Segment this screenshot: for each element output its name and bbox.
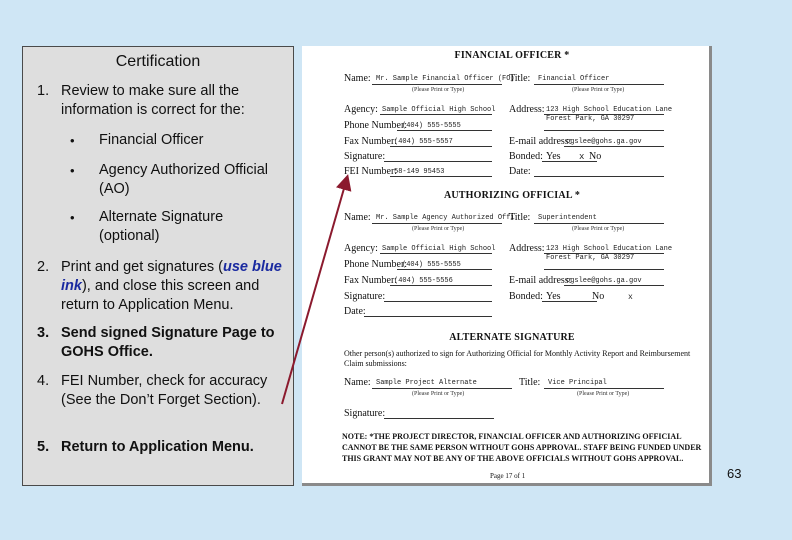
- bullet-text: Alternate Signature (optional): [99, 209, 224, 244]
- ao-phone-value: (404) 555-5555: [402, 261, 461, 269]
- step-number: 5.: [37, 439, 50, 455]
- fo-bonded-yes: Yes: [546, 151, 561, 162]
- ao-agency-label: Agency:: [344, 243, 378, 254]
- alt-title-value: Vice Principal: [548, 379, 607, 387]
- bullet-icon: •: [70, 133, 75, 148]
- alt-signature-label: Signature:: [344, 408, 386, 419]
- fo-title-value: Financial Officer: [538, 75, 610, 83]
- fo-name-caption: (Please Print or Type): [412, 87, 465, 93]
- alternate-signature-heading: ALTERNATE SIGNATURE: [449, 332, 575, 343]
- bullet-text: Financial Officer: [99, 132, 204, 148]
- alt-title-label: Title:: [519, 377, 541, 388]
- ao-date-label: Date:: [344, 306, 366, 317]
- authorizing-official-heading: AUTHORIZING OFFICIAL *: [443, 190, 581, 201]
- ao-title-value: Superintendent: [538, 214, 597, 222]
- slide-number: 63: [727, 466, 742, 481]
- bullet-icon: •: [70, 210, 75, 225]
- ao-fax-label: Fax Number:: [344, 275, 398, 286]
- ao-name-caption: (Please Print or Type): [412, 226, 465, 232]
- ao-signature-label: Signature:: [344, 291, 386, 302]
- step-text: FEI Number, check for accuracy (See the Don’t Forget Section).: [61, 373, 268, 408]
- step-text: Return to Application Menu.: [61, 439, 254, 455]
- ao-bonded-label: Bonded:: [509, 291, 543, 302]
- blue-ink-highlight: use blue ink: [61, 259, 282, 294]
- bullet-icon: •: [70, 163, 75, 178]
- alt-name-value: Sample Project Alternate: [376, 379, 477, 387]
- fo-fax-label: Fax Number:: [344, 136, 398, 147]
- ao-bonded-no: No: [592, 291, 605, 302]
- ao-title-caption: (Please Print or Type): [572, 226, 625, 232]
- step-number: 2.: [37, 259, 50, 275]
- fo-agency-value: Sample Official High School: [382, 106, 496, 114]
- fo-email-label: E-mail address:: [509, 136, 572, 147]
- fo-date-label: Date:: [509, 166, 531, 177]
- fo-name-label: Name:: [344, 73, 371, 84]
- bullet-text: Agency Authorized Official (AO): [99, 162, 268, 197]
- ao-phone-label: Phone Number:: [344, 259, 408, 270]
- fo-fei-value: 58-149 95453: [394, 168, 445, 176]
- note-text: NOTE: *THE PROJECT DIRECTOR, FINANCIAL OFFICER AND AUTHORIZING OFFICIAL CANNOT BE THE SAME PERSON WITHOUT GOHS APPROVAL. STAFF BEING FUNDED UNDER THIS GRANT MAY NOT BE ANY OF THE ABOVE OFFICIALS WITHOUT GOHS APPROVAL.: [342, 432, 702, 463]
- ao-address-label: Address:: [509, 243, 545, 254]
- ao-name-label: Name:: [344, 212, 371, 223]
- ao-email-label: E-mail address:: [509, 275, 572, 286]
- fo-signature-label: Signature:: [344, 151, 386, 162]
- step-number: 3.: [37, 325, 50, 341]
- alt-title-caption: (Please Print or Type): [577, 391, 630, 397]
- step-number: 1.: [37, 83, 50, 99]
- alt-name-label: Name:: [344, 377, 371, 388]
- page-footer: Page 17 of 1: [490, 472, 526, 480]
- fo-phone-value: (404) 555-5555: [402, 122, 461, 130]
- alt-name-caption: (Please Print or Type): [412, 391, 465, 397]
- fo-title-label: Title:: [509, 73, 531, 84]
- alternate-description: Other person(s) authorized to sign for Authorizing Official for Monthly Activity Report and Reimbursement Claim submissions:: [344, 349, 691, 368]
- step-text-part: Print and get signatures (: [61, 259, 224, 275]
- fo-bonded-mark: x: [579, 152, 585, 162]
- step-number: 4.: [37, 373, 50, 389]
- fo-address-label: Address:: [509, 104, 545, 115]
- ao-title-label: Title:: [509, 212, 531, 223]
- ao-bonded-mark: x: [628, 293, 633, 302]
- fo-bonded-label: Bonded:: [509, 151, 543, 162]
- step-text: Send signed Signature Page to GOHS Office.: [61, 325, 275, 360]
- ao-address-value-1: 123 High School Education Lane: [546, 245, 673, 253]
- fo-address-value-1: 123 High School Education Lane: [546, 106, 673, 114]
- fo-name-value: Mr. Sample Financial Officer (FO): [376, 75, 515, 83]
- financial-officer-heading: FINANCIAL OFFICER *: [454, 50, 570, 61]
- fo-address-value-2: Forest Park, GA 30297: [546, 115, 635, 123]
- pointer-arrow: [282, 178, 347, 404]
- fo-phone-label: Phone Number:: [344, 120, 408, 131]
- fo-fax-value: (404) 555-5557: [394, 138, 453, 146]
- ao-email-value: ogslee@gohs.ga.gov: [566, 277, 642, 285]
- ao-address-value-2: Forest Park, GA 30297: [546, 254, 635, 262]
- fo-fei-label: FEI Number:: [344, 166, 398, 177]
- fo-agency-label: Agency:: [344, 104, 378, 115]
- fo-email-value: ogslee@gohs.ga.gov: [566, 138, 642, 146]
- fo-title-caption: (Please Print or Type): [572, 87, 625, 93]
- ao-fax-value: (404) 555-5556: [394, 277, 453, 285]
- step-text-part: ), and close this screen and return to Application Menu.: [61, 278, 260, 313]
- step-text: Review to make sure all the information is correct for the:: [61, 83, 245, 118]
- fo-bonded-no: No: [589, 151, 602, 162]
- ao-agency-value: Sample Official High School: [382, 245, 496, 253]
- ao-name-value: Mr. Sample Agency Authorized Offi: [376, 214, 515, 222]
- ao-bonded-yes: Yes: [546, 291, 561, 302]
- panel-title: Certification: [115, 53, 201, 70]
